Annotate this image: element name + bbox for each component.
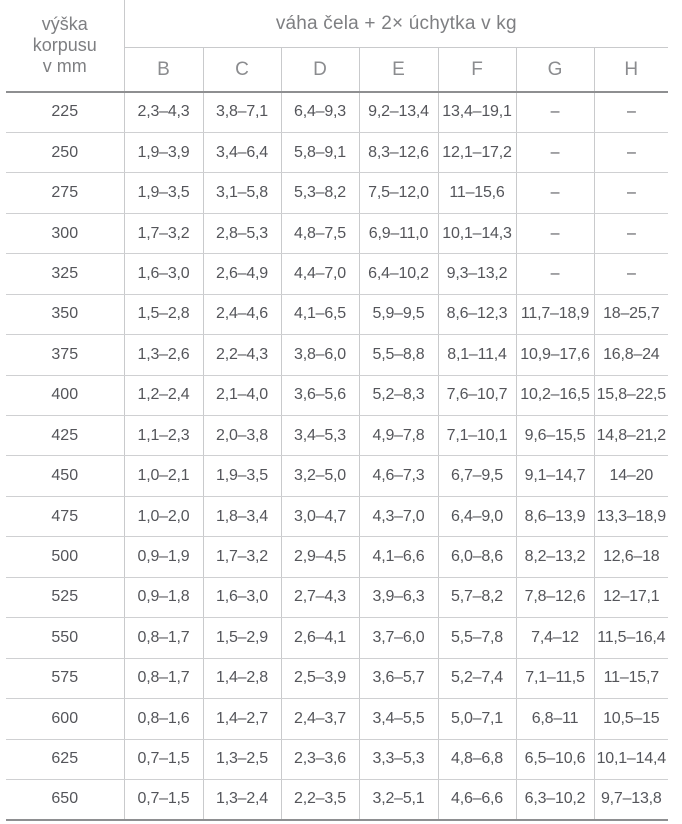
front-weight-table: [6, 0, 668, 821]
weight-range-cell: 1,9–3,5: [203, 456, 281, 496]
table-row-400: [6, 375, 668, 415]
weight-range-cell: 12–17,1: [594, 577, 668, 617]
weight-range-cell: 2,9–4,5: [281, 537, 359, 577]
weight-range-cell: 1,0–2,1: [124, 456, 203, 496]
weight-range-cell: 14–20: [594, 456, 668, 496]
weight-range-cell: 6,8–11: [516, 699, 594, 739]
weight-range-cell: 1,8–3,4: [203, 496, 281, 536]
weight-range-cell: 3,4–5,3: [281, 416, 359, 456]
weight-range-cell: –: [594, 173, 668, 213]
weight-range-cell: 4,6–7,3: [359, 456, 438, 496]
weight-range-cell: 7,1–11,5: [516, 658, 594, 698]
weight-range-cell: 3,3–5,3: [359, 739, 438, 779]
weight-range-cell: 5,3–8,2: [281, 173, 359, 213]
weight-range-cell: –: [594, 132, 668, 172]
weight-range-cell: 5,5–8,8: [359, 335, 438, 375]
weight-range-cell: 1,4–2,7: [203, 699, 281, 739]
weight-range-cell: 2,6–4,1: [281, 618, 359, 658]
weight-range-cell: 5,0–7,1: [438, 699, 516, 739]
row-height-label: 600: [6, 699, 124, 739]
weight-range-cell: 3,4–6,4: [203, 132, 281, 172]
weight-range-cell: 15,8–22,5: [594, 375, 668, 415]
column-header-G: G: [516, 48, 594, 93]
weight-range-cell: 1,5–2,8: [124, 294, 203, 334]
column-header-D: D: [281, 48, 359, 93]
weight-range-cell: 10,2–16,5: [516, 375, 594, 415]
column-header-C: C: [203, 48, 281, 93]
weight-range-cell: –: [594, 92, 668, 132]
weight-range-cell: 4,8–6,8: [438, 739, 516, 779]
table-row-525: [6, 577, 668, 617]
weight-range-cell: 13,3–18,9: [594, 496, 668, 536]
table-row-225: [6, 92, 668, 132]
table-row-650: [6, 779, 668, 819]
weight-range-cell: 3,4–5,5: [359, 699, 438, 739]
row-height-label: 425: [6, 416, 124, 456]
weight-range-cell: –: [516, 132, 594, 172]
weight-range-cell: 8,2–13,2: [516, 537, 594, 577]
row-height-label: 375: [6, 335, 124, 375]
row-height-label: 400: [6, 375, 124, 415]
table-row-550: [6, 618, 668, 658]
weight-range-cell: –: [516, 254, 594, 294]
row-height-label: 500: [6, 537, 124, 577]
row-height-label: 475: [6, 496, 124, 536]
weight-range-cell: 3,1–5,8: [203, 173, 281, 213]
weight-range-cell: 8,3–12,6: [359, 132, 438, 172]
row-height-label: 625: [6, 739, 124, 779]
table-row-500: [6, 537, 668, 577]
weight-range-cell: 4,4–7,0: [281, 254, 359, 294]
weight-range-cell: 9,1–14,7: [516, 456, 594, 496]
weight-range-cell: 5,5–7,8: [438, 618, 516, 658]
weight-range-cell: 6,0–8,6: [438, 537, 516, 577]
table-row-275: [6, 173, 668, 213]
weight-range-cell: 1,1–2,3: [124, 416, 203, 456]
row-height-label: 350: [6, 294, 124, 334]
row-height-label: 575: [6, 658, 124, 698]
weight-range-cell: 11,7–18,9: [516, 294, 594, 334]
table-row-450: [6, 456, 668, 496]
weight-range-cell: 10,9–17,6: [516, 335, 594, 375]
weight-range-cell: 1,2–2,4: [124, 375, 203, 415]
table-row-575: [6, 658, 668, 698]
corner-header-vyska-korpusu: [6, 0, 124, 92]
weight-range-cell: 3,6–5,7: [359, 658, 438, 698]
weight-range-cell: 1,7–3,2: [203, 537, 281, 577]
weight-range-cell: 5,7–8,2: [438, 577, 516, 617]
weight-range-cell: 7,5–12,0: [359, 173, 438, 213]
weight-range-cell: 4,6–6,6: [438, 779, 516, 819]
weight-range-cell: 10,1–14,3: [438, 213, 516, 253]
weight-range-cell: 1,9–3,9: [124, 132, 203, 172]
corner-header-line-3: v mm: [42, 56, 87, 76]
weight-range-cell: 1,5–2,9: [203, 618, 281, 658]
weight-range-cell: 14,8–21,2: [594, 416, 668, 456]
row-height-label: 275: [6, 173, 124, 213]
weight-range-cell: 4,1–6,6: [359, 537, 438, 577]
weight-range-cell: 4,3–7,0: [359, 496, 438, 536]
weight-range-cell: 16,8–24: [594, 335, 668, 375]
weight-range-cell: 1,0–2,0: [124, 496, 203, 536]
weight-range-cell: –: [594, 254, 668, 294]
weight-range-cell: 5,9–9,5: [359, 294, 438, 334]
row-height-label: 325: [6, 254, 124, 294]
weight-range-cell: 0,8–1,7: [124, 618, 203, 658]
weight-range-cell: 2,0–3,8: [203, 416, 281, 456]
span-header-vaha-cela: váha čela + 2× úchytka v kg: [124, 0, 668, 48]
weight-range-cell: 7,1–10,1: [438, 416, 516, 456]
weight-range-cell: 7,4–12: [516, 618, 594, 658]
weight-range-cell: 5,8–9,1: [281, 132, 359, 172]
weight-range-cell: 2,7–4,3: [281, 577, 359, 617]
weight-range-cell: 8,1–11,4: [438, 335, 516, 375]
weight-range-cell: 9,6–15,5: [516, 416, 594, 456]
table-row-325: [6, 254, 668, 294]
weight-range-cell: 11–15,7: [594, 658, 668, 698]
weight-range-cell: 2,3–4,3: [124, 92, 203, 132]
weight-range-cell: 1,3–2,5: [203, 739, 281, 779]
column-header-F: F: [438, 48, 516, 93]
weight-range-cell: 2,8–5,3: [203, 213, 281, 253]
weight-range-cell: 3,9–6,3: [359, 577, 438, 617]
weight-range-cell: –: [594, 213, 668, 253]
weight-range-cell: 2,5–3,9: [281, 658, 359, 698]
weight-range-cell: 1,6–3,0: [203, 577, 281, 617]
weight-range-cell: 0,7–1,5: [124, 739, 203, 779]
table-row-300: [6, 213, 668, 253]
weight-range-cell: 0,7–1,5: [124, 779, 203, 819]
weight-range-cell: 5,2–7,4: [438, 658, 516, 698]
corner-header-line-2: korpusu: [32, 35, 97, 55]
weight-range-cell: 8,6–13,9: [516, 496, 594, 536]
weight-range-cell: 2,4–3,7: [281, 699, 359, 739]
weight-range-cell: 3,2–5,1: [359, 779, 438, 819]
table-row-350: [6, 294, 668, 334]
table-row-425: [6, 416, 668, 456]
weight-range-cell: –: [516, 92, 594, 132]
weight-range-cell: 0,8–1,7: [124, 658, 203, 698]
table-row-625: [6, 739, 668, 779]
weight-range-cell: 6,9–11,0: [359, 213, 438, 253]
weight-range-cell: 4,9–7,8: [359, 416, 438, 456]
weight-range-cell: 1,4–2,8: [203, 658, 281, 698]
column-header-E: E: [359, 48, 438, 93]
weight-range-cell: 3,6–5,6: [281, 375, 359, 415]
weight-range-cell: 2,2–3,5: [281, 779, 359, 819]
row-height-label: 525: [6, 577, 124, 617]
weight-range-cell: 1,9–3,5: [124, 173, 203, 213]
weight-range-cell: 0,9–1,9: [124, 537, 203, 577]
row-height-label: 250: [6, 132, 124, 172]
weight-range-cell: 8,6–12,3: [438, 294, 516, 334]
weight-range-cell: 9,2–13,4: [359, 92, 438, 132]
weight-range-cell: 10,1–14,4: [594, 739, 668, 779]
corner-header-line-1: výška: [41, 14, 88, 34]
table-row-475: [6, 496, 668, 536]
weight-range-cell: 5,2–8,3: [359, 375, 438, 415]
weight-range-cell: 7,6–10,7: [438, 375, 516, 415]
weight-range-cell: 12,6–18: [594, 537, 668, 577]
column-header-B: B: [124, 48, 203, 93]
weight-range-cell: 2,4–4,6: [203, 294, 281, 334]
weight-range-cell: –: [516, 173, 594, 213]
weight-range-cell: 6,4–9,3: [281, 92, 359, 132]
table-row-250: [6, 132, 668, 172]
column-header-H: H: [594, 48, 668, 93]
weight-range-cell: 18–25,7: [594, 294, 668, 334]
row-height-label: 450: [6, 456, 124, 496]
weight-range-cell: 7,8–12,6: [516, 577, 594, 617]
row-height-label: 225: [6, 92, 124, 132]
row-height-label: 650: [6, 779, 124, 819]
weight-range-cell: 0,9–1,8: [124, 577, 203, 617]
weight-range-cell: 1,6–3,0: [124, 254, 203, 294]
row-height-label: 300: [6, 213, 124, 253]
weight-range-cell: 1,3–2,6: [124, 335, 203, 375]
weight-range-cell: 1,3–2,4: [203, 779, 281, 819]
weight-range-cell: 9,3–13,2: [438, 254, 516, 294]
weight-range-cell: 4,1–6,5: [281, 294, 359, 334]
weight-range-cell: 6,7–9,5: [438, 456, 516, 496]
weight-range-cell: 3,7–6,0: [359, 618, 438, 658]
table-row-600: [6, 699, 668, 739]
weight-range-cell: 2,2–4,3: [203, 335, 281, 375]
table-row-375: [6, 335, 668, 375]
weight-range-cell: 11–15,6: [438, 173, 516, 213]
weight-range-cell: 13,4–19,1: [438, 92, 516, 132]
span-header-row: [6, 0, 668, 48]
weight-range-cell: 4,8–7,5: [281, 213, 359, 253]
weight-range-cell: 3,8–7,1: [203, 92, 281, 132]
weight-range-cell: 12,1–17,2: [438, 132, 516, 172]
weight-range-cell: 6,4–10,2: [359, 254, 438, 294]
weight-range-cell: 6,5–10,6: [516, 739, 594, 779]
weight-range-cell: 6,4–9,0: [438, 496, 516, 536]
weight-range-cell: 9,7–13,8: [594, 779, 668, 819]
weight-range-cell: 10,5–15: [594, 699, 668, 739]
weight-range-cell: 6,3–10,2: [516, 779, 594, 819]
weight-range-cell: 2,6–4,9: [203, 254, 281, 294]
weight-range-cell: 1,7–3,2: [124, 213, 203, 253]
weight-range-cell: 3,2–5,0: [281, 456, 359, 496]
weight-range-cell: 2,3–3,6: [281, 739, 359, 779]
weight-range-cell: 3,8–6,0: [281, 335, 359, 375]
weight-range-cell: 2,1–4,0: [203, 375, 281, 415]
weight-range-cell: –: [516, 213, 594, 253]
weight-range-cell: 3,0–4,7: [281, 496, 359, 536]
weight-range-cell: 0,8–1,6: [124, 699, 203, 739]
row-height-label: 550: [6, 618, 124, 658]
weight-range-cell: 11,5–16,4: [594, 618, 668, 658]
